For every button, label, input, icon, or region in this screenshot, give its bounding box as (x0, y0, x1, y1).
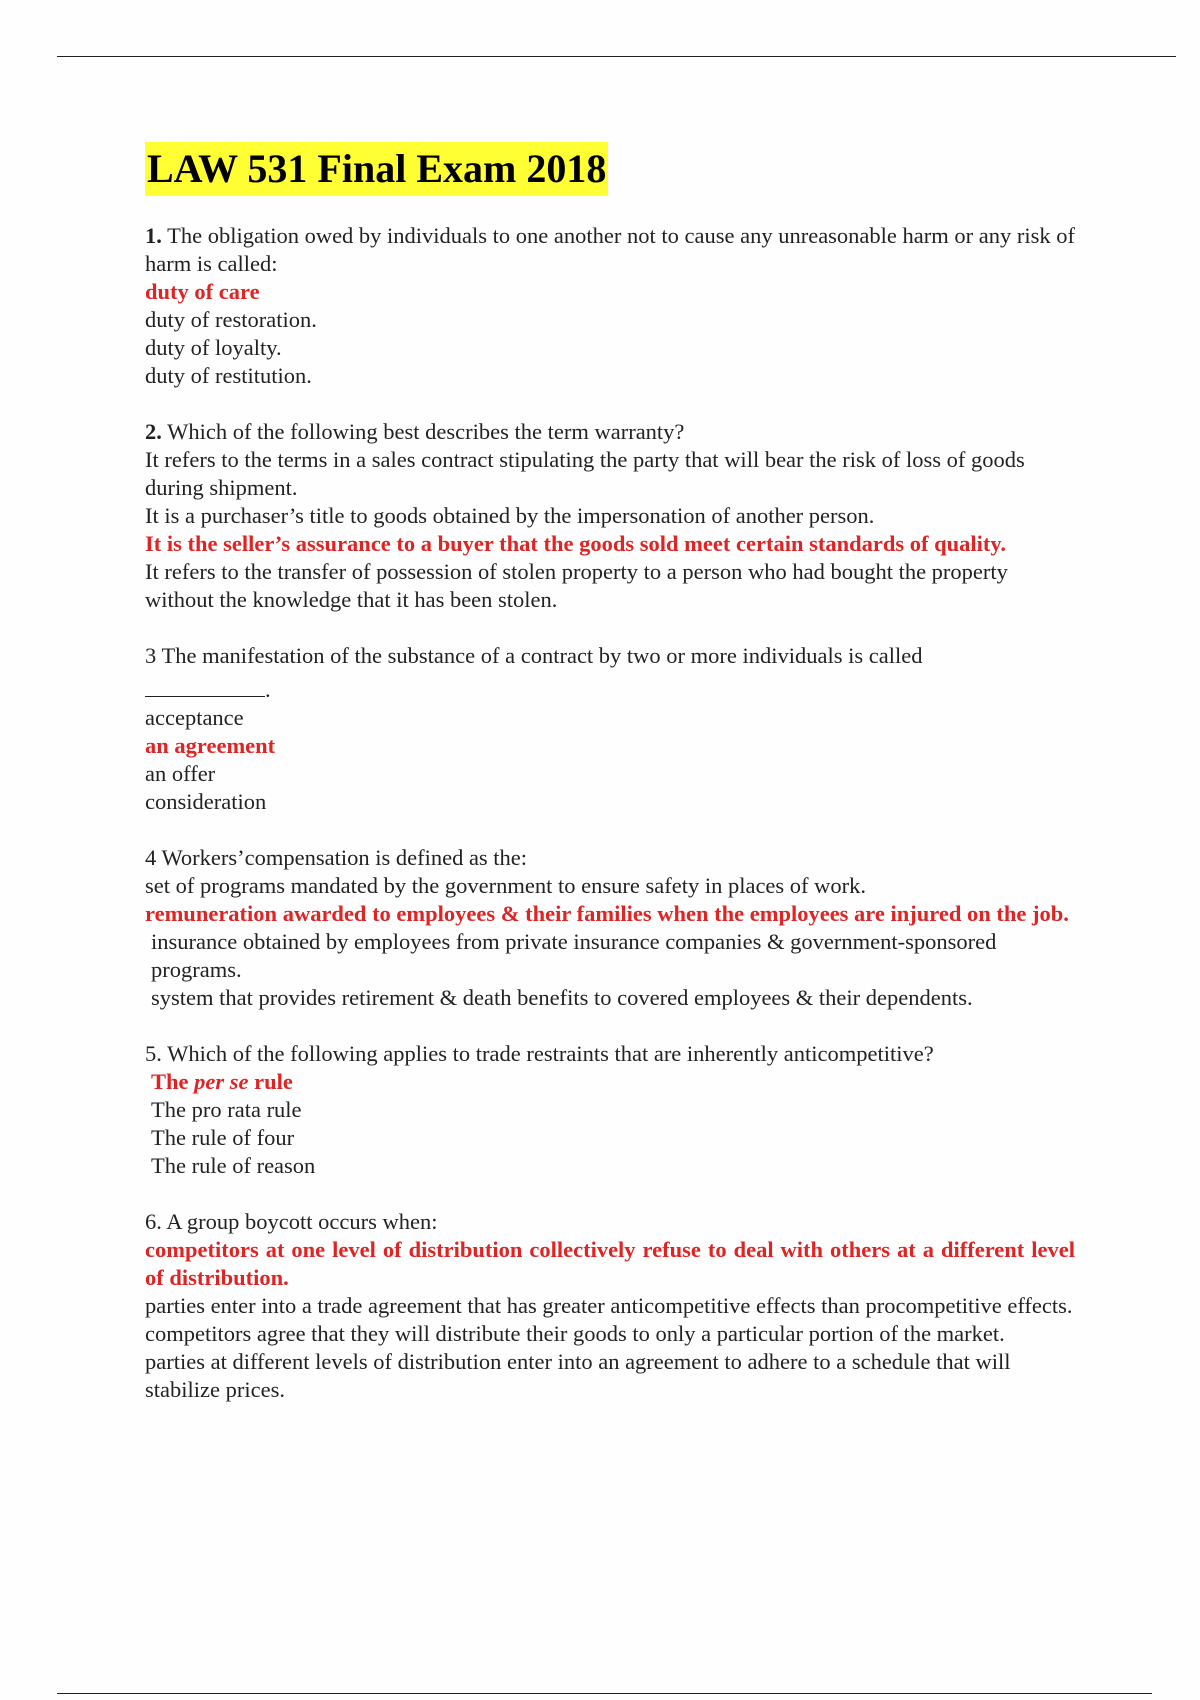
answer-option: duty of restitution. (145, 363, 312, 388)
answer-option: The rule of four (151, 1125, 295, 1150)
question-number: 6. (145, 1209, 162, 1234)
answer-option: The rule of reason (151, 1153, 316, 1178)
answer-option: parties enter into a trade agreement that has greater anticompetitive effects than procompetitive effects. (145, 1293, 1073, 1318)
bottom-rule (57, 1693, 1152, 1694)
question-3-stem (145, 642, 1075, 670)
question-4 (145, 844, 1075, 1012)
question-number: 3 (145, 643, 157, 668)
question-text: Which of the following best describes the term warranty? (167, 419, 685, 444)
question-number: 1. (145, 223, 162, 248)
answer-option-correct: remuneration awarded to employees & their families when the employees are injured on the job. (145, 901, 1069, 926)
document-page (145, 142, 1075, 1432)
question-number: 5. (145, 1041, 162, 1066)
question-3 (145, 642, 1075, 816)
fill-in-blank (145, 676, 1075, 704)
answer-option: It refers to the transfer of possession of stolen property to a person who had bought the property without the knowledge that it has been stolen. (145, 559, 1008, 612)
question-number: 2. (145, 419, 162, 444)
question-5 (145, 1040, 1075, 1180)
answer-option: It refers to the terms in a sales contract stipulating the party that will bear the risk of loss of goods during shipment. (145, 447, 1025, 500)
answer-option: It is a purchaser’s title to goods obtained by the impersonation of another person. (145, 503, 875, 528)
question-5-stem (145, 1040, 1075, 1068)
question-list (145, 222, 1075, 1404)
option-text: rule (248, 1069, 293, 1094)
answer-option: parties at different levels of distribution enter into an agreement to adhere to a schedule that will stabilize prices. (145, 1349, 1011, 1402)
answer-option: competitors agree that they will distribute their goods to only a particular portion of the market. (145, 1321, 1005, 1346)
answer-option-correct (145, 1068, 1075, 1096)
question-text: A group boycott occurs when: (166, 1209, 438, 1234)
page-title: LAW 531 Final Exam 2018 (145, 142, 608, 196)
answer-option-correct: It is the seller’s assurance to a buyer that the goods sold meet certain standards of quality. (145, 531, 1007, 556)
answer-option: acceptance (145, 705, 244, 730)
answer-option-correct: competitors at one level of distribution collectively refuse to deal with others at a different level of distribution. (145, 1237, 1075, 1290)
question-1 (145, 222, 1075, 390)
option-emphasis: per se (194, 1069, 249, 1094)
top-rule (57, 56, 1176, 57)
question-1-stem (145, 222, 1075, 278)
answer-option-correct: an agreement (145, 733, 276, 758)
question-4-stem (145, 844, 1075, 872)
question-text: The obligation owed by individuals to one another not to cause any unreasonable harm or any risk of harm is called: (145, 223, 1075, 276)
answer-option-correct: duty of care (145, 279, 260, 304)
answer-option: an offer (145, 761, 216, 786)
answer-option: system that provides retirement & death benefits to covered employees & their dependents. (151, 985, 973, 1010)
answer-option: insurance obtained by employees from private insurance companies & government-sponsored programs. (151, 929, 997, 982)
question-text: The manifestation of the substance of a contract by two or more individuals is called (161, 643, 923, 668)
answer-option: set of programs mandated by the government to ensure safety in places of work. (145, 873, 867, 898)
question-6-stem (145, 1208, 1075, 1236)
answer-option: duty of restoration. (145, 307, 317, 332)
answer-option: The pro rata rule (151, 1097, 302, 1122)
question-2 (145, 418, 1075, 614)
blank-line (145, 676, 265, 697)
question-number: 4 (145, 845, 157, 870)
blank-suffix: . (265, 677, 271, 702)
answer-option: consideration (145, 789, 267, 814)
question-text: Workers’compensation is defined as the: (161, 845, 528, 870)
option-text: The (151, 1069, 195, 1094)
question-6 (145, 1208, 1075, 1404)
question-2-stem (145, 418, 1075, 446)
question-text: Which of the following applies to trade restraints that are inherently anticompetitive? (167, 1041, 934, 1066)
answer-option: duty of loyalty. (145, 335, 282, 360)
